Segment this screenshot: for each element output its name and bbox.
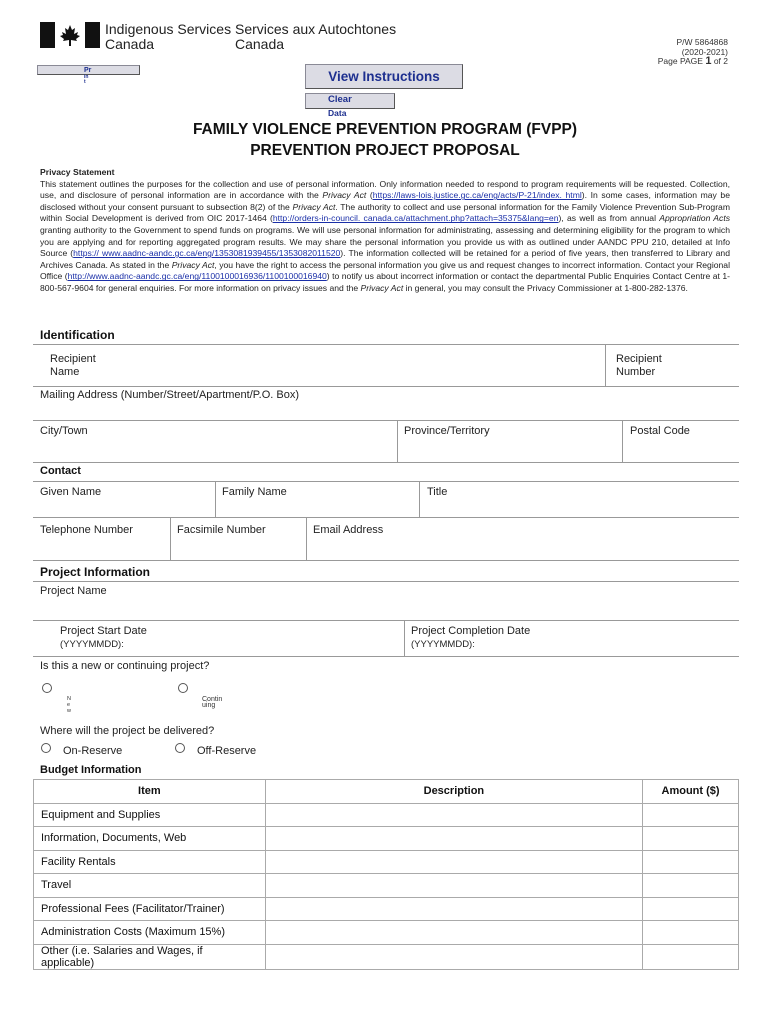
view-instructions-button[interactable]: View Instructions: [305, 64, 463, 89]
amount-input[interactable]: [643, 897, 739, 921]
privacy-act-link[interactable]: https://laws-lois.justice.gc.ca/eng/acts/P-21/index. html: [372, 190, 582, 201]
description-input[interactable]: [265, 921, 642, 945]
description-input[interactable]: [265, 850, 642, 874]
description-input[interactable]: [265, 874, 642, 898]
project-name-field[interactable]: Project Name: [40, 585, 107, 597]
table-row: [34, 897, 739, 921]
amount-input[interactable]: [643, 803, 739, 827]
divider: [33, 656, 739, 657]
budget-table: [33, 779, 739, 970]
city-town-field[interactable]: City/Town: [40, 425, 88, 437]
form-title-line2: PREVENTION PROJECT PROPOSAL: [250, 142, 520, 159]
budget-item-label: Travel: [34, 874, 266, 898]
department-en-line2: Canada: [105, 36, 155, 52]
divider: [33, 344, 739, 345]
privacy-heading: Privacy Statement: [40, 167, 115, 177]
table-row: [34, 874, 739, 898]
divider: [306, 517, 307, 560]
amount-input[interactable]: [643, 944, 739, 969]
clear-data-button-overflow: Data: [328, 108, 347, 118]
divider: [215, 481, 216, 517]
item-column-header: Item: [34, 780, 266, 804]
info-source-link[interactable]: https:// www.aadnc-aandc.gc.ca/eng/1353081939455/1353082011520: [73, 248, 341, 259]
budget-item-label: Professional Fees (Facilitator/Trainer): [34, 897, 266, 921]
department-fr-line2: Canada: [235, 36, 285, 52]
continuing-project-label: Contin uing: [202, 696, 223, 709]
province-territory-field[interactable]: Province/Territory: [404, 425, 490, 437]
divider: [33, 481, 739, 482]
table-row: [34, 944, 739, 969]
budget-item-label: Other (i.e. Salaries and Wages, if applicable): [34, 944, 266, 969]
continuing-project-radio[interactable]: [178, 683, 188, 693]
description-input[interactable]: [265, 897, 642, 921]
table-row: [34, 803, 739, 827]
recipient-name-field[interactable]: Recipient Name: [50, 353, 96, 378]
divider: [397, 420, 398, 462]
privacy-statement: Privacy Statement This statement outlines the purposes for the collection and use of personal information. Only information needed to respond to program requirements will be requested. Collection, use, and disclosure of personal information are in accordance with the Privacy Act (https://laws-lois.justice.gc.ca/eng/acts/P-21/index. html). In some cases, information may be disclosed without your consent pursuant to subsection 8(2) of the Privacy Act. The authority to collect and use personal information for the Family Violence Prevention Sub-Program within Social Development is derived from OIC 2017-1464 (http://orders-in-council. canada.ca/attachment.php?attach=35375&lang=en), as well as from annual Appropriation Acts granting authority to the Government to spend funds on programs. We will use personal information for administrating, assessing and determining eligibility for the program to which you are applying and for reporting aggregated program results. We may share the personal information you provide us with as outlined under AANDC PPU 210, detailed at Info Source (https:// www.aadnc-aandc.gc.ca/eng/1353081939455/1353082011520). The information collected will be retained for a period of five years, then transferred to Library and Archives Canada. As stated in the Privacy Act, you have the right to access the personal information you give us and request changes to incorrect information. Contact your Regional Office (http://www.aadnc-aandc.gc.ca/eng/1100100016936/1100100016940) to notify us about incorrect information or contact the departmental Public Enquiries Contact Centre at 1-800-567-9604 for general enquiries. For more information on privacy issues and the Privacy Act in general, you may consult the Privacy Commissioner at 1-800-282-1376.: [40, 167, 731, 293]
telephone-field[interactable]: Telephone Number: [40, 524, 133, 536]
divider: [605, 344, 606, 386]
table-row: [34, 827, 739, 851]
description-column-header: Description: [265, 780, 642, 804]
print-button-overflow-text: in t: [84, 74, 89, 85]
title-field[interactable]: Title: [427, 486, 448, 498]
project-start-date-field[interactable]: Project Start Date (YYYYMMDD):: [60, 625, 147, 650]
divider: [33, 386, 739, 387]
facsimile-field[interactable]: Facsimile Number: [177, 524, 266, 536]
new-project-radio[interactable]: [42, 683, 52, 693]
amount-column-header: Amount ($): [643, 780, 739, 804]
divider: [33, 581, 739, 582]
divider: [622, 420, 623, 462]
new-or-continuing-question: Is this a new or continuing project?: [40, 660, 210, 672]
delivery-location-question: Where will the project be delivered?: [40, 725, 215, 737]
postal-code-field[interactable]: Postal Code: [630, 425, 690, 437]
divider: [33, 517, 739, 518]
project-completion-date-field[interactable]: Project Completion Date (YYYYMMDD):: [411, 625, 531, 650]
amount-input[interactable]: [643, 827, 739, 851]
on-reserve-label: On-Reserve: [63, 745, 123, 757]
mailing-address-field[interactable]: Mailing Address (Number/Street/Apartment/P.O. Box): [40, 389, 300, 401]
family-name-field[interactable]: Family Name: [222, 486, 287, 498]
recipient-number-field[interactable]: Recipient Number: [616, 353, 662, 378]
oic-link[interactable]: http://orders-in-council. canada.ca/attachment.php?attach=35375&lang=en: [272, 213, 559, 224]
off-reserve-radio[interactable]: [175, 743, 185, 753]
divider: [33, 620, 739, 621]
email-field[interactable]: Email Address: [313, 524, 384, 536]
form-number: P/W 5864868: [676, 37, 728, 47]
form-years: (2020-2021): [681, 46, 728, 57]
amount-input[interactable]: [643, 874, 739, 898]
divider: [33, 420, 739, 421]
budget-item-label: Facility Rentals: [34, 850, 266, 874]
divider: [404, 620, 405, 656]
amount-input[interactable]: [643, 921, 739, 945]
canada-flag-icon: [40, 22, 100, 48]
budget-item-label: Administration Costs (Maximum 15%): [34, 921, 266, 945]
department-fr-line1: Services aux Autochtones: [235, 21, 397, 37]
regional-office-link[interactable]: http://www.aadnc-aandc.gc.ca/eng/1100100016936/1100100016940: [67, 271, 327, 282]
divider: [170, 517, 171, 560]
project-information-heading: Project Information: [40, 565, 151, 579]
contact-heading: Contact: [40, 465, 81, 477]
new-project-label: N e w: [67, 696, 71, 714]
form-number-block: [658, 38, 728, 67]
clear-data-button[interactable]: Clear: [305, 93, 395, 109]
divider: [419, 481, 420, 517]
identification-heading: Identification: [40, 328, 115, 342]
form-title-line1: FAMILY VIOLENCE PREVENTION PROGRAM (FVPP): [192, 121, 578, 138]
table-row: [34, 921, 739, 945]
on-reserve-radio[interactable]: [41, 743, 51, 753]
description-input[interactable]: [265, 944, 642, 969]
department-name-en: [105, 22, 231, 52]
given-name-field[interactable]: Given Name: [40, 486, 102, 498]
budget-information-heading: Budget Information: [40, 764, 142, 776]
department-en-line1: Indigenous Services: [105, 21, 232, 37]
budget-item-label: Equipment and Supplies: [34, 803, 266, 827]
print-button[interactable]: Pr: [37, 65, 140, 75]
description-input[interactable]: [265, 827, 642, 851]
page-indicator: Page PAGE 1 of 2: [657, 55, 728, 67]
description-input[interactable]: [265, 803, 642, 827]
department-name-fr: [235, 22, 396, 52]
amount-input[interactable]: [643, 850, 739, 874]
table-row: [34, 850, 739, 874]
off-reserve-label: Off-Reserve: [197, 745, 257, 757]
budget-item-label: Information, Documents, Web: [34, 827, 266, 851]
divider: [33, 462, 739, 463]
budget-table-header: [34, 780, 739, 804]
divider: [33, 560, 739, 561]
